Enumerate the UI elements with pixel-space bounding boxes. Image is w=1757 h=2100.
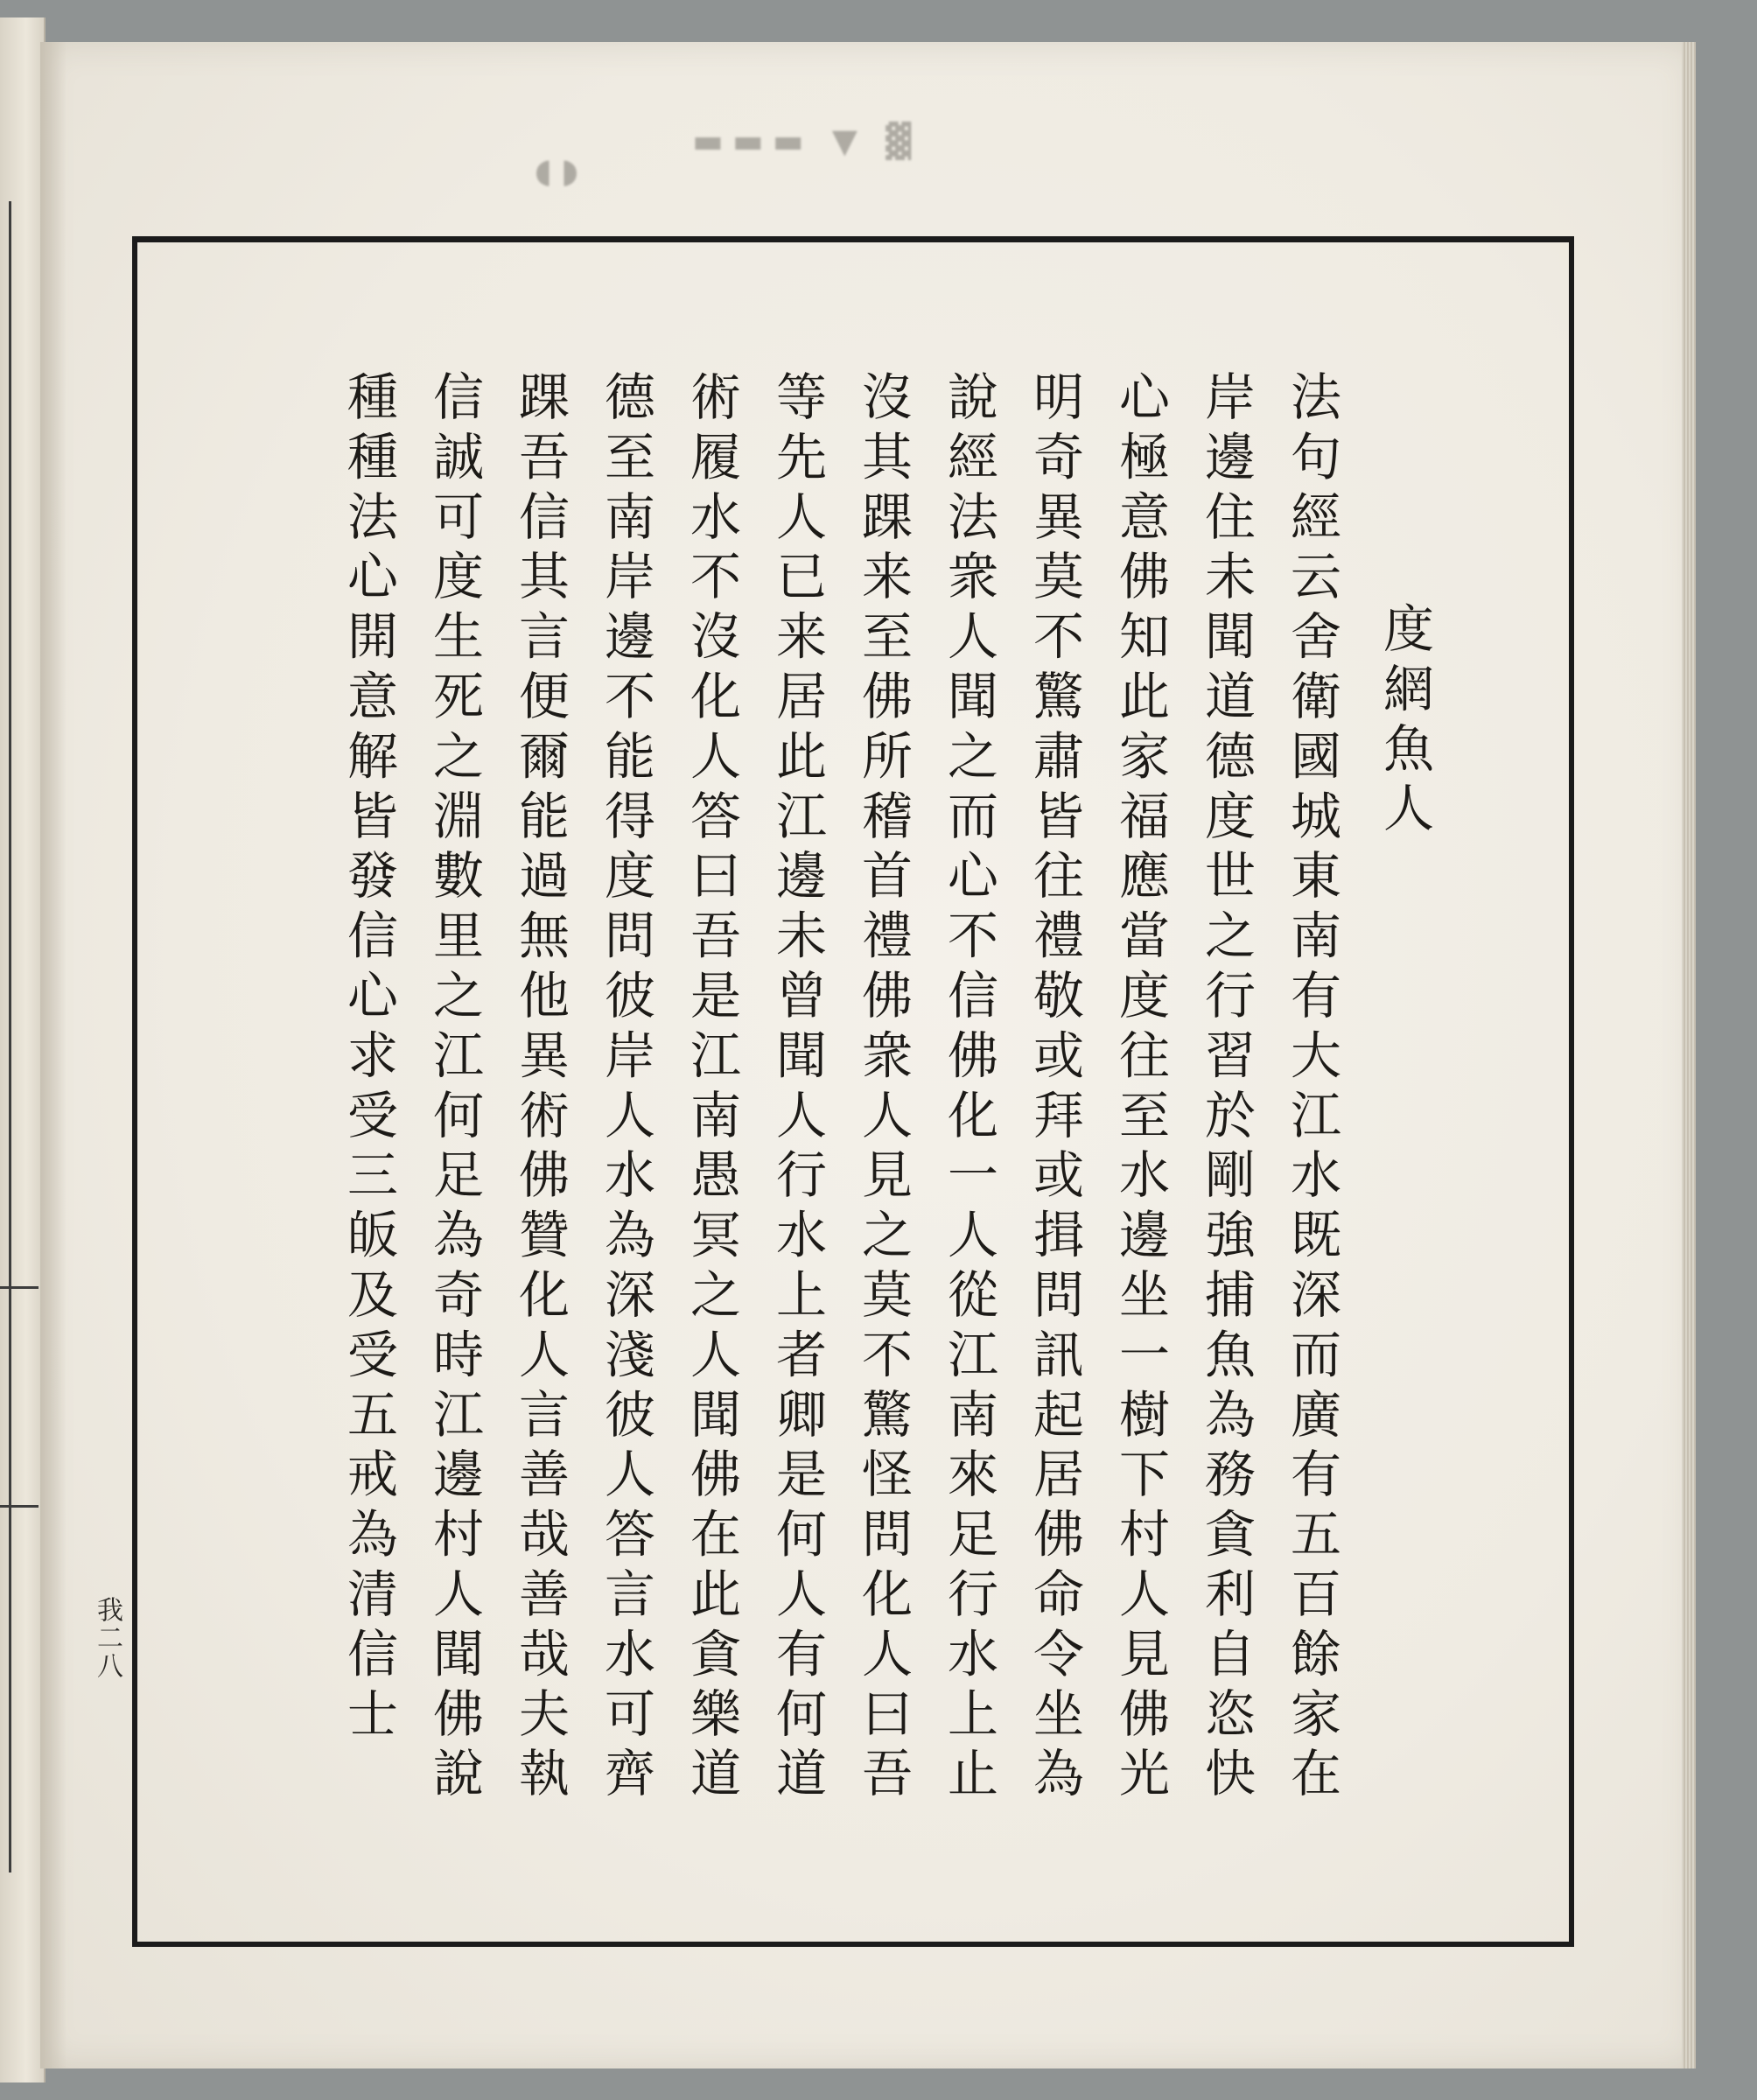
text-column: 說經法衆人聞之而心不信佛化一人從江南來足行水上止 [939, 370, 998, 1807]
facing-page-edge [0, 18, 46, 2082]
text-column: 心極意佛知此家福應當度往至水邊坐一樹下村人見佛光 [1110, 370, 1170, 1807]
text-column: 沒其踝来至佛所稽首禮佛衆人見之莫不驚怪問化人曰吾 [853, 370, 913, 1807]
folio-number: 我二八 [92, 1596, 122, 1680]
text-column: 德至南岸邊不能得度問彼岸人水為深淺彼人答言水可齊 [596, 370, 655, 1807]
text-column: 踝吾信其言便爾能過無他異術佛贊化人言善哉善哉夫執 [510, 370, 570, 1807]
text-column: 種種法心開意解皆發信心求受三皈及受五戒為清信士 [339, 370, 398, 1747]
text-column: 等先人已来居此江邊未曾聞人行水上者卿是何人有何道 [767, 370, 827, 1807]
text-column: 法句經云舍衛國城東南有大江水既深而廣有五百餘家在 [1282, 370, 1341, 1807]
facing-page-frame-line [9, 201, 11, 1872]
section-title: 度網魚人 [1375, 602, 1434, 842]
page-gutter [40, 42, 66, 2068]
text-column: 術履水不沒化人答曰吾是江南愚冥之人聞佛在此貪樂道 [682, 370, 741, 1807]
page-stack-edge [1682, 42, 1696, 2068]
facing-page-rule [0, 1505, 38, 1508]
facing-page-rule [0, 1286, 38, 1289]
text-column: 信誠可度生死之淵數里之江何足為奇時江邊村人聞佛說 [424, 370, 484, 1807]
book-page [40, 42, 1696, 2068]
show-through-marks: ◖◗ [535, 151, 588, 190]
text-column: 明奇異莫不驚肅皆往禮敬或拜或揖問訊起居佛命令坐為 [1025, 370, 1084, 1807]
text-column: 岸邊住未聞道德度世之行習於剛強捕魚為務貪利自恣快 [1196, 370, 1256, 1807]
show-through-marks: ▬▬▬ ▼ ▓ [692, 122, 920, 160]
